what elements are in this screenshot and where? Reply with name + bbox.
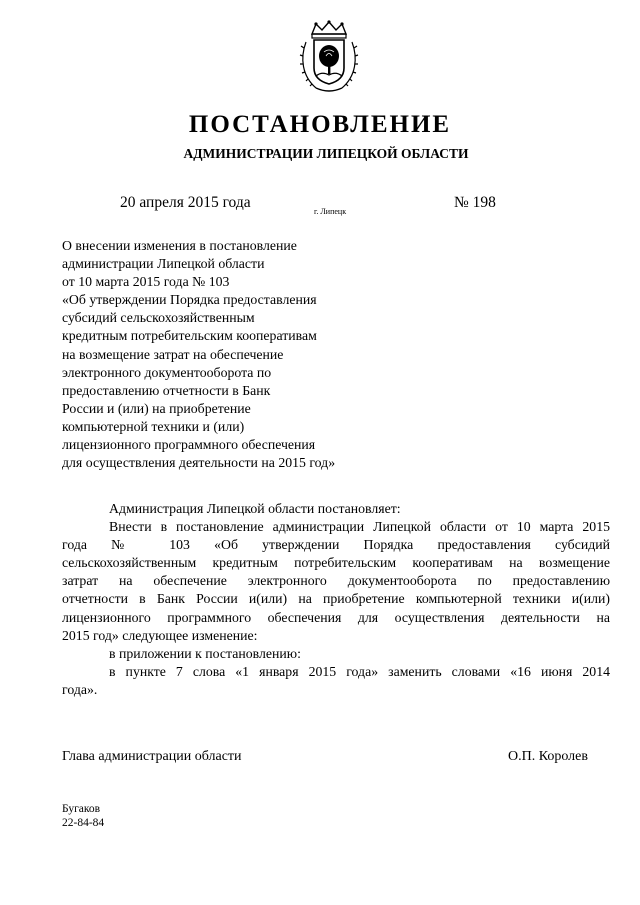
subject-line: для осуществления деятельности на 2015 год» — [62, 455, 336, 471]
subject-line: О внесении изменения в постановление — [62, 238, 297, 253]
subject-line: России и (или) на приобретение — [62, 400, 251, 416]
subject-line: электронного документооборота по — [62, 364, 272, 380]
subject-line: на возмещение затрат на обеспечение — [62, 346, 284, 362]
document-subject — [62, 237, 382, 472]
coat-of-arms-icon — [298, 20, 360, 96]
executor-name: Бугаков — [62, 803, 101, 815]
subject-line: «Об утверждении Порядка предоставления — [62, 292, 317, 308]
body-paragraph-line: года № 103 «Об утверждении Порядка предоставления субсидий — [62, 537, 610, 553]
body-intro: Администрация Липецкой области постановляет: — [109, 501, 401, 516]
body-paragraph: в приложении к постановлению: — [109, 645, 301, 661]
subject-line: субсидий сельскохозяйственным — [62, 310, 255, 326]
signature-position: Глава администрации области — [62, 749, 242, 764]
executor-info — [62, 802, 104, 830]
document-body — [62, 500, 610, 699]
body-paragraph-line: отчетности в Банк России и(или) на приобретение компьютерной техники и(или) — [62, 591, 610, 607]
body-paragraph-line: Внести в постановление администрации Липецкой области от 10 марта 2015 — [109, 519, 610, 535]
document-title: ПОСТАНОВЛЕНИЕ — [188, 111, 452, 138]
body-paragraph-line: в пункте 7 слова «1 января 2015 года» заменить словами «16 июня 2014 — [109, 663, 610, 679]
body-paragraph-line: затрат на обеспечение электронного документооборота по предоставлению — [62, 573, 610, 589]
subject-line: администрации Липецкой области — [62, 256, 265, 272]
body-paragraph-line: лицензионного программного обеспечения для осуществления деятельности на — [62, 609, 610, 625]
subject-line: от 10 марта 2015 года № 103 — [62, 274, 230, 290]
subject-line: лицензионного программного обеспечения — [62, 437, 316, 453]
subject-line: предоставлению отчетности в Банк — [62, 382, 271, 398]
body-paragraph-line: года». — [62, 681, 98, 697]
subject-line: кредитным потребительским кооперативам — [62, 328, 317, 344]
subject-line: компьютерной техники и (или) — [62, 418, 245, 434]
document-subtitle: АДМИНИСТРАЦИИ ЛИПЕЦКОЙ ОБЛАСТИ — [183, 146, 469, 161]
document-date: 20 апреля 2015 года — [120, 194, 251, 211]
body-paragraph-line: 2015 год» следующее изменение: — [62, 627, 258, 643]
document-place: г. Липецк — [314, 207, 347, 216]
signature-name: О.П. Королев — [508, 749, 588, 764]
document-number: № 198 — [454, 194, 496, 211]
executor-phone: 22-84-84 — [62, 817, 105, 829]
body-paragraph-line: сельскохозяйственным кредитным потребительским кооперативам на возмещение — [62, 555, 610, 571]
